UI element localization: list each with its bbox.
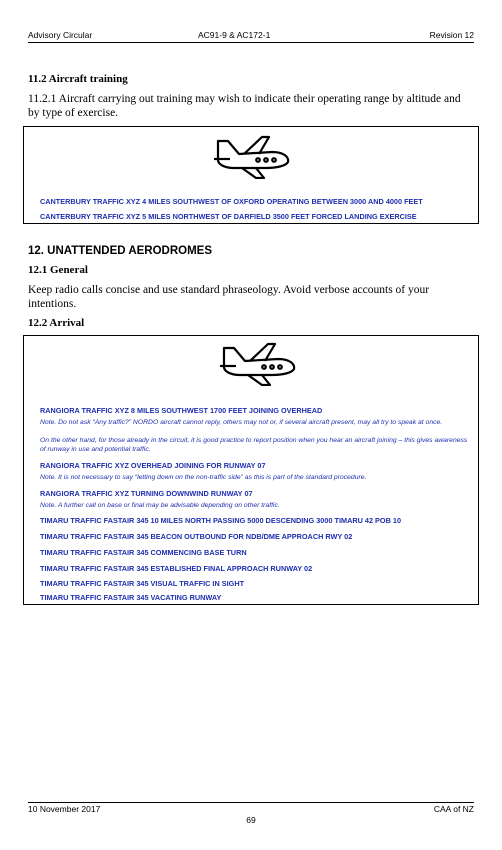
note-text: Note. Do not ask “Any traffic?” NORDO aircraft cannot reply, others may not or, if several aircraft present, may all try to speak at once. bbox=[40, 419, 443, 426]
radio-call: TIMARU TRAFFIC FASTAIR 345 COMMENCING BASE TURN bbox=[40, 548, 247, 557]
radio-call: CANTERBURY TRAFFIC XYZ 5 MILES NORTHWEST OF DARFIELD 3500 FEET FORCED LANDING EXERCISE bbox=[40, 212, 417, 221]
airplane-icon bbox=[218, 342, 298, 386]
page-footer bbox=[28, 802, 474, 814]
header-right: Revision 12 bbox=[429, 30, 474, 40]
note-text: Note. A further call on base or final may be advisable depending on other traffic. bbox=[40, 502, 280, 509]
airplane-icon bbox=[212, 135, 292, 179]
page-number: 69 bbox=[246, 815, 256, 825]
section-12-1-heading: 12.1 General bbox=[28, 264, 88, 276]
section-12-2-heading: 12.2 Arrival bbox=[28, 317, 85, 329]
section-11-2-heading: 11.2 Aircraft training bbox=[28, 73, 128, 85]
footer-org: CAA of NZ bbox=[433, 804, 474, 814]
radio-call: CANTERBURY TRAFFIC XYZ 4 MILES SOUTHWEST OF OXFORD OPERATING BETWEEN 3000 AND 4000 FEET bbox=[40, 197, 423, 206]
radio-call: RANGIORA TRAFFIC XYZ 8 MILES SOUTHWEST 1700 FEET JOINING OVERHEAD bbox=[40, 406, 323, 415]
header-center: AC91-9 & AC172-1 bbox=[198, 30, 271, 40]
radio-call: TIMARU TRAFFIC FASTAIR 345 ESTABLISHED FINAL APPROACH RUNWAY 02 bbox=[40, 564, 313, 573]
note-text: On the other hand, for those already in the circuit, it is good practice to report position when you hear an aircraft joining – this gives awareness of runway in use and potential traffic. bbox=[40, 437, 468, 453]
radio-call: TIMARU TRAFFIC FASTAIR 345 VACATING RUNWAY bbox=[40, 593, 222, 602]
footer-date: 10 November 2017 bbox=[28, 804, 101, 814]
section-11-2-1-paragraph: 11.2.1 Aircraft carrying out training may wish to indicate their operating range by altitude and by type of exercise. bbox=[28, 93, 461, 119]
note-text: Note. It is not necessary to say “letting down on the non-traffic side” as this is part of the standard procedure. bbox=[40, 474, 367, 481]
radio-call: RANGIORA TRAFFIC XYZ OVERHEAD JOINING FOR RUNWAY 07 bbox=[40, 461, 266, 470]
radio-call: TIMARU TRAFFIC FASTAIR 345 BEACON OUTBOUND FOR NDB/DME APPROACH RWY 02 bbox=[40, 532, 353, 541]
radio-call: TIMARU TRAFFIC FASTAIR 345 10 MILES NORTH PASSING 5000 DESCENDING 3000 TIMARU 42 POB 10 bbox=[40, 516, 401, 525]
radio-call: TIMARU TRAFFIC FASTAIR 345 VISUAL TRAFFIC IN SIGHT bbox=[40, 579, 245, 588]
arrival-example-box bbox=[23, 335, 479, 605]
section-12-1-paragraph: Keep radio calls concise and use standard phraseology. Avoid verbose accounts of your intentions. bbox=[28, 284, 430, 310]
page-header bbox=[28, 30, 474, 43]
section-12-heading: 12. UNATTENDED AERODROMES bbox=[28, 245, 213, 257]
training-example-box bbox=[23, 126, 479, 224]
radio-call: RANGIORA TRAFFIC XYZ TURNING DOWNWIND RUNWAY 07 bbox=[40, 489, 253, 498]
header-left: Advisory Circular bbox=[28, 30, 93, 40]
